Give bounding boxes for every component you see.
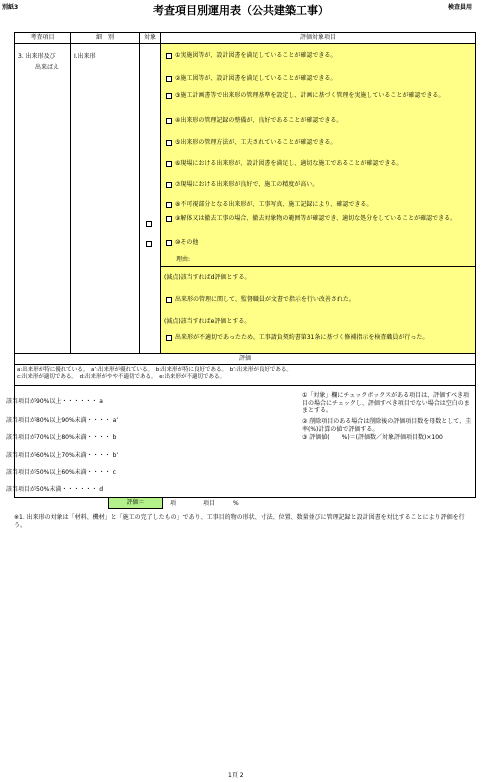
category-line1: 3. 出来形及び xyxy=(18,53,56,60)
target-cell xyxy=(139,43,161,354)
item-checkbox-2[interactable] xyxy=(166,76,172,82)
item-checkbox-6[interactable] xyxy=(166,161,172,167)
page-title: 考査項目別運用表（公共建築工事） xyxy=(153,4,329,17)
page-number: 1頁 2 xyxy=(228,772,244,779)
deduction-d-label: (減点)該当すればd評価とする。 xyxy=(164,274,251,281)
grade-b-prime: 該当項目が60%以上70%未満・・・・ b’ xyxy=(6,452,119,459)
result-items-unit: 項 xyxy=(170,500,177,507)
eval-item-8: ⑧不可視部分となる出来形が、工事写真、施工記録により、確認できる。 xyxy=(166,201,466,209)
item-checkbox-5[interactable] xyxy=(166,140,172,146)
legend-line-2: c:出来形が適切である。 d:出来形がやや不適切である。 e:出来形が不適切である。 xyxy=(17,374,225,380)
subcategory-label: Ⅰ.出来形 xyxy=(74,53,96,60)
eval-item-5: ⑤出来形の管理方法が、工夫されていることが確認できる。 xyxy=(166,139,466,147)
deduction-e-item: 出来形が不適切であったため、工事請負契約書第31条に基づく修補指示を検査職員が行った。 xyxy=(166,334,466,342)
appendix-label: 別紙3 xyxy=(2,4,19,11)
target-checkbox-10[interactable] xyxy=(146,241,152,247)
eval-item-3: ③施工計画書等で出来形の管理基準を設定し、計画に基づく管理を実施していることが確認できる。 xyxy=(166,92,466,100)
item-checkbox-10[interactable] xyxy=(166,240,172,246)
evaluation-heading: 評価 xyxy=(14,353,476,365)
deduction-d-checkbox[interactable] xyxy=(166,297,172,303)
evaluation-legend xyxy=(14,364,476,386)
category-cell xyxy=(14,43,71,354)
result-label-cell: 評価＝ xyxy=(108,497,163,509)
eval-item-6: ⑥現場における出来形が、設計図書を満足し、適切な施工であることが確認できる。 xyxy=(166,160,466,168)
eval-item-4: ④出来形の管理記録の整備が、良好であることが確認できる。 xyxy=(166,117,466,125)
col-header-eval-items: 評価対象項目 xyxy=(160,32,476,44)
col-header-item: 考査項目 xyxy=(14,32,71,44)
item-checkbox-9[interactable] xyxy=(166,216,172,222)
eval-item-2: ②施工図等が、設計図書を満足していることが確認できる。 xyxy=(166,75,466,83)
reason-label: 理由: xyxy=(176,256,191,263)
legend-line-1: a:出来形が特に優れている。 a’:出来形が優れている。 b:出来形が特に良好である。 b’:出来形が良好である。 xyxy=(17,367,292,373)
note-1: ①「対象」欄にチェックボックスがある項目は、評価すべき項目の場合にチェックし、評価すべき項目でない場合は空白のままとする。 xyxy=(302,392,470,414)
deduction-d-item: 出来形の管理に関して、監督職員が文書で指示を行い改善された。 xyxy=(166,296,466,304)
grade-a: 該当項目が90%以上・・・・・・ a xyxy=(6,398,103,405)
grade-a-prime: 該当項目が80%以上90%未満・・・・ a’ xyxy=(6,417,119,424)
item-checkbox-7[interactable] xyxy=(166,182,172,188)
item-checkbox-4[interactable] xyxy=(166,118,172,124)
audience-label: 検査員用 xyxy=(447,4,472,11)
grade-b: 該当項目が70%以上80%未満・・・・ b xyxy=(6,434,117,441)
eval-item-10: ⑩その他 xyxy=(166,239,466,247)
eval-item-9: ⑨解体又は撤去工事の場合、撤去対象物の範囲等が確認でき、適切な処分をしていることが確認できる。 xyxy=(166,215,466,223)
item-checkbox-1[interactable] xyxy=(166,53,172,59)
result-items-label: 項目 xyxy=(203,500,216,507)
subcategory-cell xyxy=(70,43,140,354)
note-3: ③ 評価値( %)＝(評価数／対象評価項目数)×100 xyxy=(302,434,443,441)
category-line2: 出来ばえ xyxy=(35,64,60,71)
deduction-e-checkbox[interactable] xyxy=(166,335,172,341)
note-2: ② 削除項目のある場合は削除後の評価項目数を母数として、圭率(%)計算の値で評価する。 xyxy=(302,418,472,433)
grade-c: 該当項目が50%以上60%未満・・・・ c xyxy=(6,469,116,476)
item-checkbox-8[interactable] xyxy=(166,202,172,208)
col-header-detail: 細 別 xyxy=(70,32,140,44)
eval-item-1: ①実施図等が、設計図書を満足していることが確認できる。 xyxy=(166,52,466,60)
target-checkbox-9[interactable] xyxy=(146,221,152,227)
col-header-target: 対象 xyxy=(139,32,161,44)
grade-d: 該当項目が50%未満・・・・・・ d xyxy=(6,486,104,493)
footnote: ※1. 出来形の対象は「材料、機材」と「施工の完了したもの」であり、工事目的物の形状、寸法、位置、数量並びに管理記録と設計図書を対比することにより評価を行う。 xyxy=(14,514,465,529)
eval-item-7: ⑦現場における出来形が良好で、施工の精度が高い。 xyxy=(166,181,466,189)
deduction-e-label: (減点)該当すればe評価とする。 xyxy=(164,318,251,325)
item-checkbox-3[interactable] xyxy=(166,93,172,99)
result-percent: % xyxy=(233,500,239,507)
